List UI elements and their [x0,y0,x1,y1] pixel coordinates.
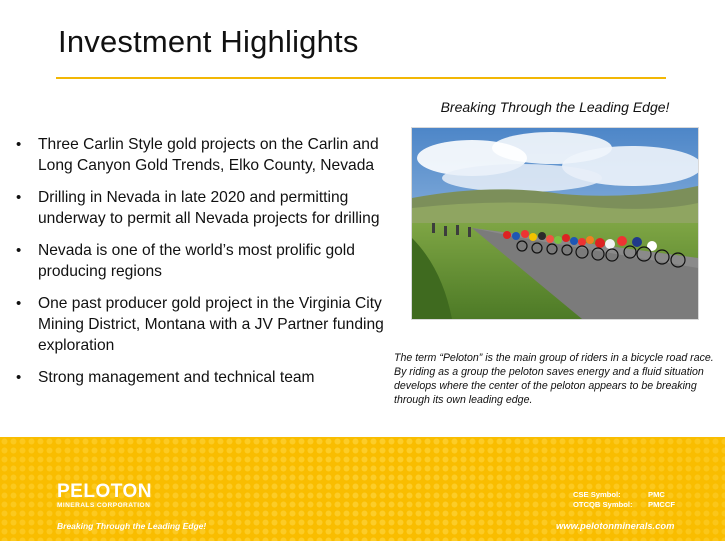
ticker-symbols [573,490,675,510]
slide-title: Investment Highlights [58,24,359,59]
brand-subtitle: MINERALS CORPORATION [57,502,151,509]
peloton-explanation: The term “Peloton” is the main group of riders in a bicycle road race. By riding as a group the peloton saves energy and a fluid situation develops where the center of the peloton appears to be breaking through its own leading edge. [394,352,714,406]
highlights-list [14,134,404,399]
title-underline [56,77,666,79]
website-link[interactable]: www.pelotonminerals.com [556,520,675,531]
bullet-text: Three Carlin Style gold projects on the Carlin and Long Canyon Gold Trends, Elko County, Nevada [38,136,379,174]
list-item [14,240,404,282]
list-item [14,187,404,229]
bullet-icon: • [16,369,22,386]
bullet-text: Nevada is one of the world’s most prolific gold producing regions [38,242,355,280]
brand-logo [57,482,152,509]
ticker-value: PMC [648,490,665,499]
list-item [14,293,404,356]
ticker-row-otcqb [573,500,675,510]
list-item [14,367,404,388]
cycling-race-image [412,128,698,319]
bullet-icon: • [16,136,22,153]
list-item [14,134,404,176]
peloton-photo [411,127,699,320]
footer-band [0,437,725,541]
photo-caption: Breaking Through the Leading Edge! [440,99,670,115]
brand-tagline: Breaking Through the Leading Edge! [57,521,207,531]
ticker-row-cse [573,490,675,500]
bullet-text: Strong management and technical team [38,369,315,386]
bullet-icon: • [16,295,22,312]
ticker-label: CSE Symbol: [573,490,621,499]
ticker-value: PMCCF [648,500,675,509]
brand-name: PELOTON [57,481,152,502]
ticker-label: OTCQB Symbol: [573,500,633,509]
bullet-text: One past producer gold project in the Virginia City Mining District, Montana with a JV Partner funding exploration [38,295,384,354]
bullet-icon: • [16,242,22,259]
bullet-icon: • [16,189,22,206]
bullet-text: Drilling in Nevada in late 2020 and permitting underway to permit all Nevada projects for drilling [38,189,380,227]
